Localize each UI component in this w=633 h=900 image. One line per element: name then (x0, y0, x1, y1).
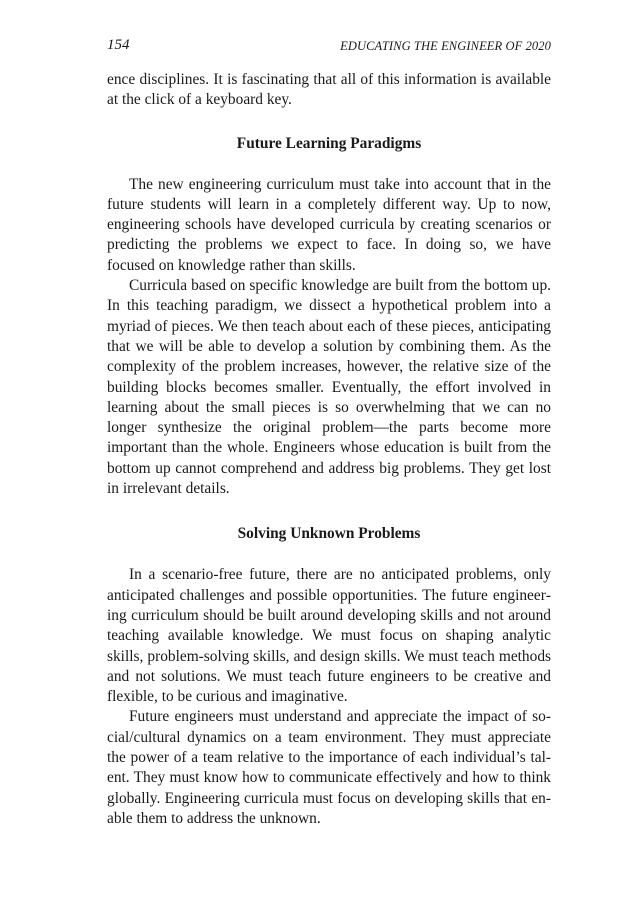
running-header (107, 37, 551, 57)
section-heading-future-learning: Future Learning Paradigms (236, 134, 422, 152)
section2-paragraph-1: In a scenario-free future, there are no anticipated problems, only anticipated challenges and possible opportunities. The future engineering curriculum should be built around developing skills and not around teaching available knowledge. We must focus on shaping analytic skills, problem-solving skills, and design skills. We must teach methods and not solutions. We must teach future engineers to be creative and flexible, to be curious and imaginative. (107, 566, 551, 706)
section2-paragraph-2: Future engineers must understand and appreciate the impact of social/cultural dynamics on a team environment. They must appreciate the power of a team relative to the importance of each individual’s talent. They must know how to communicate effectively and how to think globally. Engineering curricula must focus on developing skills that enable them to address the unknown. (107, 708, 551, 827)
section1-paragraph-2: Curricula based on specific knowledge are built from the bottom up. In this teaching paradigm, we dissect a hypothetical problem into a myriad of pieces. We then teach about each of these pieces, anticipating that we will be able to develop a solution by combining them. As the complexity of the problem increases, however, the relative size of the building blocks becomes smaller. Eventually, the effort involved in learning about the small pieces is so overwhelming that we can no longer synthesize the original problem—the parts become more important than the whole. Engineers whose education is built from the bottom up cannot comprehend and address big problems. They get lost in irrelevant details. (107, 277, 551, 498)
intro-paragraph: ence disciplines. It is fascinating that all of this information is available at the click of a keyboard key. (107, 71, 551, 109)
section-heading-solving-unknown: Solving Unknown Problems (237, 525, 421, 543)
section1-paragraph-1: The new engineering curriculum must take into account that in the future students will learn in a completely different way. Up to now, engineering schools have developed curricula by creating scenarios or predicting the problems we expect to face. In doing so, we have focused on knowledge rather than skills. (107, 175, 551, 274)
running-title: EDUCATING THE ENGINEER OF 2020 (340, 39, 551, 53)
page-number: 154 (107, 37, 130, 53)
body-text (107, 70, 551, 829)
